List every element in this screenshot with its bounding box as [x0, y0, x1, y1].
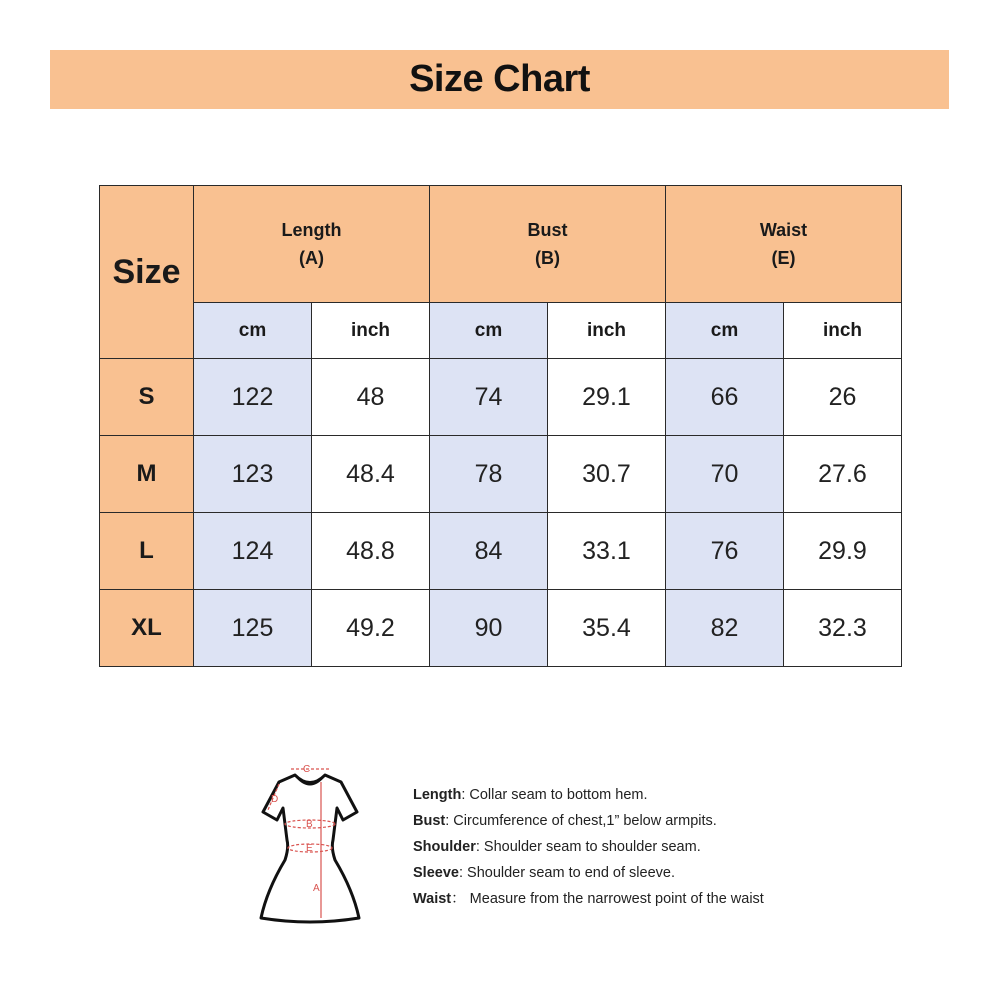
table-cell: 74	[430, 359, 548, 436]
table-cell: 82	[666, 590, 784, 667]
legend-item	[413, 886, 893, 912]
table-cell: 123	[194, 436, 312, 513]
table-cell: 66	[666, 359, 784, 436]
table-cell: 48.8	[312, 513, 430, 590]
title-banner	[50, 50, 949, 109]
table-cell: 33.1	[548, 513, 666, 590]
table-cell: 32.3	[784, 590, 902, 667]
length-header-name: Length	[281, 220, 342, 240]
legend-term: Sleeve	[413, 865, 459, 881]
legend-description: Collar seam to bottom hem.	[469, 787, 648, 803]
legend-item	[413, 808, 893, 834]
table-cell: 48.4	[312, 436, 430, 513]
table-cell: 76	[666, 513, 784, 590]
unit-header-cell: inch	[548, 303, 666, 359]
table-cell: 30.7	[548, 436, 666, 513]
legend-item	[413, 860, 893, 886]
dress-measurement-diagram	[255, 760, 365, 930]
table-cell: 78	[430, 436, 548, 513]
unit-header-row	[100, 303, 902, 359]
size-label-cell: S	[100, 359, 194, 436]
bust-header-code: (B)	[535, 248, 560, 268]
unit-header-cell: cm	[666, 303, 784, 359]
table-cell: 35.4	[548, 590, 666, 667]
legend-description: Circumference of chest,1” below armpits.	[453, 813, 717, 829]
legend-separator: :	[461, 787, 470, 803]
diagram-label-e: E	[306, 843, 313, 854]
legend-description: Measure from the narrowest point of the waist	[469, 891, 764, 907]
table-cell: 29.1	[548, 359, 666, 436]
legend-description: Shoulder seam to shoulder seam.	[483, 839, 701, 855]
legend-description: Shoulder seam to end of sleeve.	[467, 865, 675, 881]
size-chart-table	[99, 185, 902, 667]
legend-term: Bust	[413, 813, 446, 829]
table-cell: 26	[784, 359, 902, 436]
measurement-legend	[413, 782, 893, 912]
page-title: Size Chart	[409, 58, 590, 100]
waist-header-name: Waist	[759, 220, 808, 240]
table-cell: 29.9	[784, 513, 902, 590]
legend-separator: :	[445, 813, 454, 829]
table-row	[100, 359, 902, 436]
legend-separator: ：	[451, 891, 470, 907]
length-header-cell	[194, 186, 430, 303]
diagram-label-d: D	[271, 794, 279, 805]
table-cell: 84	[430, 513, 548, 590]
size-label-cell: XL	[100, 590, 194, 667]
legend-separator: :	[458, 865, 468, 881]
table-cell: 27.6	[784, 436, 902, 513]
diagram-label-a: A	[313, 883, 320, 894]
table-cell: 124	[194, 513, 312, 590]
diagram-label-c: C	[303, 764, 311, 775]
table-row	[100, 513, 902, 590]
table-row	[100, 590, 902, 667]
table-cell: 122	[194, 359, 312, 436]
unit-header-cell: cm	[430, 303, 548, 359]
table-cell: 49.2	[312, 590, 430, 667]
table-cell: 48	[312, 359, 430, 436]
group-header-row	[100, 186, 902, 303]
table-row	[100, 436, 902, 513]
unit-header-cell: cm	[194, 303, 312, 359]
size-label-cell: M	[100, 436, 194, 513]
legend-item	[413, 834, 893, 860]
diagram-label-b: B	[306, 819, 313, 830]
length-header-code: (A)	[299, 248, 324, 268]
size-label-cell: L	[100, 513, 194, 590]
size-header-cell: Size	[100, 186, 194, 359]
unit-header-cell: inch	[312, 303, 430, 359]
legend-term: Waist	[413, 891, 452, 907]
legend-term: Length	[413, 787, 462, 803]
table-cell: 125	[194, 590, 312, 667]
bust-header-cell	[430, 186, 666, 303]
waist-header-cell	[666, 186, 902, 303]
waist-header-code: (E)	[771, 248, 796, 268]
legend-item	[413, 782, 893, 808]
table-cell: 70	[666, 436, 784, 513]
unit-header-cell: inch	[784, 303, 902, 359]
bust-header-name: Bust	[527, 220, 568, 240]
legend-separator: :	[475, 839, 484, 855]
table-cell: 90	[430, 590, 548, 667]
legend-term: Shoulder	[413, 839, 476, 855]
